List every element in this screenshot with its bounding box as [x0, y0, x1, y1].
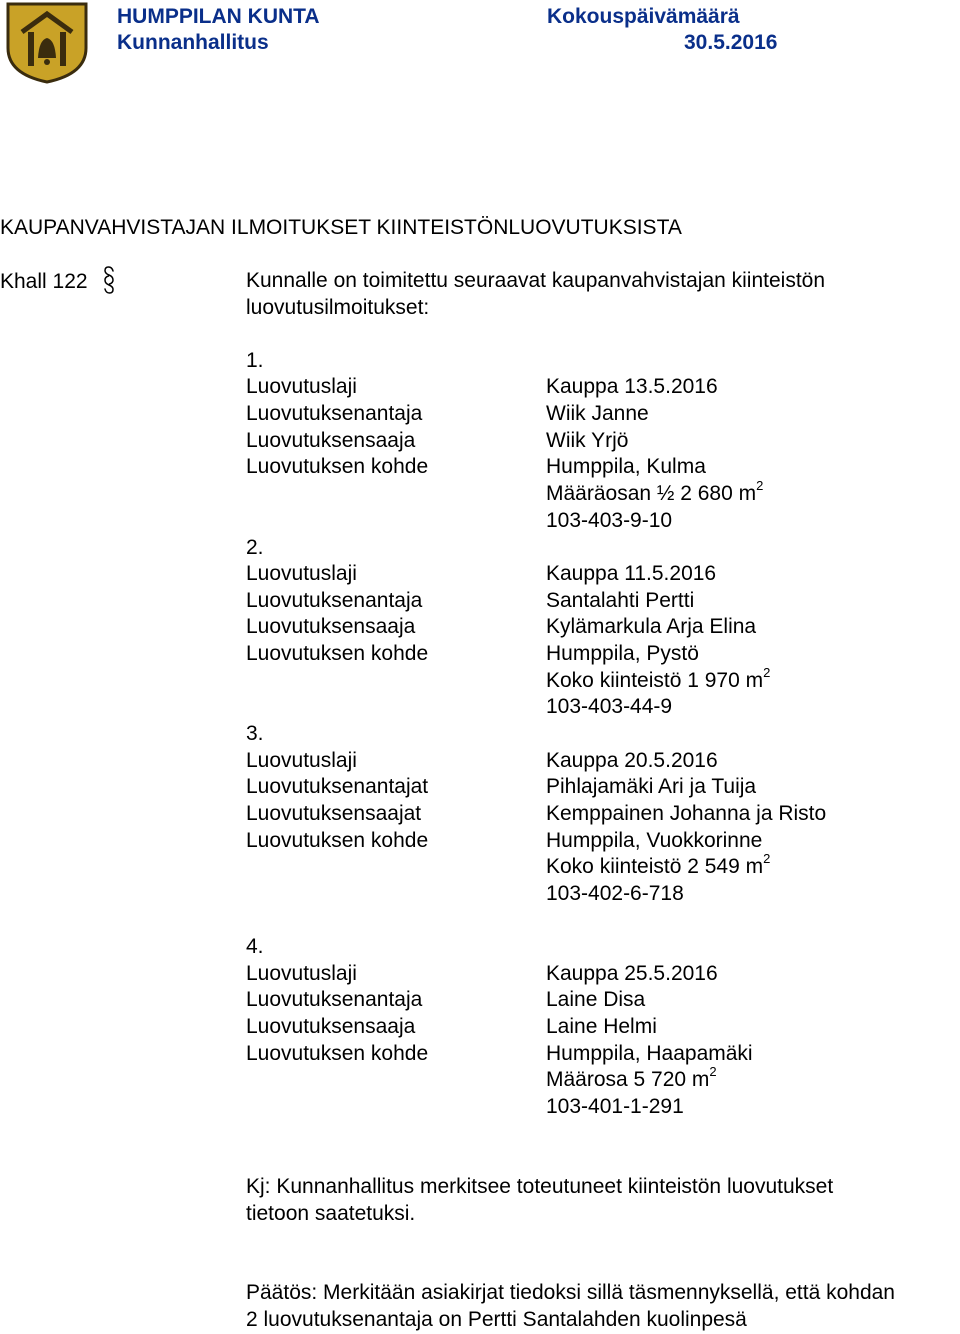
value-transferor: Laine Disa [546, 988, 646, 1011]
area-text: Määrosa 5 720 m [546, 1068, 710, 1091]
value-transfer-type: Kauppa 25.5.2016 [546, 962, 718, 985]
value-transfer-type: Kauppa 11.5.2016 [546, 562, 717, 585]
value-transferees: Kemppainen Johanna ja Risto [546, 802, 827, 825]
label-transfer-object: Luovutuksen kohde [246, 642, 429, 665]
value-transfer-object: Humppila, Kulma [546, 455, 706, 478]
value-transferee: Wiik Yrjö [546, 429, 629, 452]
area-text: Koko kiinteistö 1 970 m [546, 669, 764, 692]
label-transferee: Luovutuksensaaja [246, 615, 416, 638]
item-number: 4. [246, 935, 264, 958]
label-transfer-object: Luovutuksen kohde [246, 829, 429, 852]
value-transferor: Wiik Janne [546, 402, 649, 425]
label-transferee: Luovutuksensaaja [246, 429, 416, 452]
label-transfer-type: Luovutuslaji [246, 375, 357, 398]
proposal-line: tietoon saatetuksi. [246, 1201, 416, 1225]
meeting-body: Kunnanhallitus [117, 31, 269, 54]
meeting-date: 30.5.2016 [684, 31, 778, 54]
value-area [546, 851, 771, 881]
area-exponent: 2 [763, 851, 771, 866]
label-transfer-type: Luovutuslaji [246, 562, 357, 585]
value-transferors: Pihlajamäki Ari ja Tuija [546, 775, 757, 798]
area-text: Määräosan ½ 2 680 m [546, 482, 757, 505]
value-property-id: 103-402-6-718 [546, 882, 684, 905]
area-text: Koko kiinteistö 2 549 m [546, 855, 764, 878]
proposal-text [246, 1174, 833, 1227]
organization-name: HUMPPILAN KUNTA [117, 5, 320, 28]
decision-text [246, 1280, 895, 1333]
label-transfer-object: Luovutuksen kohde [246, 455, 429, 478]
label-transfer-object: Luovutuksen kohde [246, 1042, 429, 1065]
decision-line: 2 luovutuksenantaja on Pertti Santalahden kuolinpesä [246, 1307, 747, 1331]
intro-line: luovutusilmoitukset: [246, 295, 430, 319]
paragraph-section-icon [102, 266, 116, 294]
area-exponent: 2 [763, 665, 771, 680]
value-transfer-type: Kauppa 20.5.2016 [546, 749, 718, 772]
area-exponent: 2 [756, 478, 764, 493]
label-transferor: Luovutuksenantaja [246, 402, 423, 425]
document-title: KAUPANVAHVISTAJAN ILMOITUKSET KIINTEISTÖNLUOVUTUKSISTA [0, 216, 682, 239]
label-transfer-type: Luovutuslaji [246, 962, 357, 985]
section-reference: Khall 122 [0, 270, 88, 293]
item-number: 1. [246, 349, 264, 372]
label-transferee: Luovutuksensaaja [246, 1015, 416, 1038]
value-area [546, 1064, 717, 1094]
label-transferor: Luovutuksenantaja [246, 589, 423, 612]
intro-line: Kunnalle on toimitettu seuraavat kaupanvahvistajan kiinteistön [246, 269, 826, 292]
value-transfer-type: Kauppa 13.5.2016 [546, 375, 718, 398]
value-property-id: 103-403-9-10 [546, 509, 673, 532]
value-transferee: Kylämarkula Arja Elina [546, 615, 757, 638]
item-number: 3. [246, 722, 264, 745]
decision-line: Päätös: Merkitään asiakirjat tiedoksi sillä täsmennyksellä, että kohdan [246, 1281, 895, 1304]
intro-text [246, 268, 825, 321]
label-transferor: Luovutuksenantaja [246, 988, 423, 1011]
label-transferors: Luovutuksenantajat [246, 775, 429, 798]
meeting-date-label: Kokouspäivämäärä [547, 5, 740, 28]
proposal-line: Kj: Kunnanhallitus merkitsee toteutuneet kiinteistön luovutukset [246, 1175, 834, 1198]
value-area [546, 478, 764, 508]
value-transfer-object: Humppila, Pystö [546, 642, 699, 665]
value-property-id: 103-403-44-9 [546, 695, 673, 718]
value-transfer-object: Humppila, Haapamäki [546, 1042, 753, 1065]
label-transferees: Luovutuksensaajat [246, 802, 422, 825]
area-exponent: 2 [709, 1064, 717, 1079]
value-transferee: Laine Helmi [546, 1015, 657, 1038]
municipal-crest-icon [4, 2, 90, 84]
value-transfer-object: Humppila, Vuokkorinne [546, 829, 763, 852]
value-property-id: 103-401-1-291 [546, 1095, 684, 1118]
value-transferor: Santalahti Pertti [546, 589, 695, 612]
label-transfer-type: Luovutuslaji [246, 749, 357, 772]
value-area [546, 665, 771, 695]
item-number: 2. [246, 536, 264, 559]
